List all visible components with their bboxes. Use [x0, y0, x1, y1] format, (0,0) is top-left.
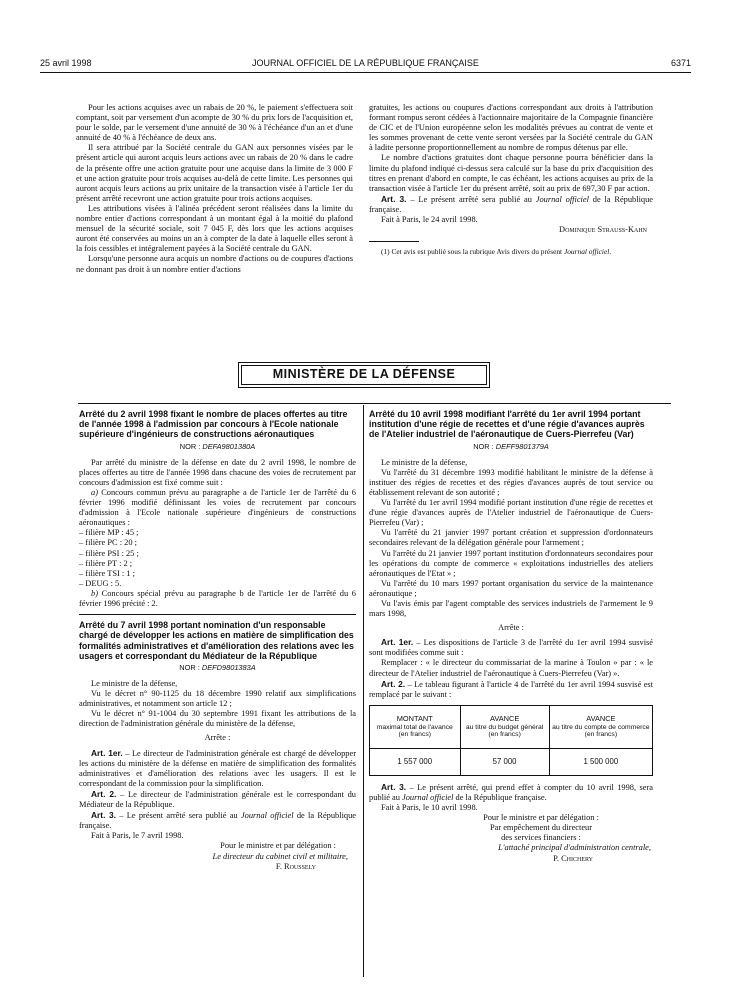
paragraph: Vu l'arrêté du 21 janvier 1997 portant création et suppression d'ordonnateurs secondaires relevant de la délégation générale pour l'armement ;	[369, 528, 653, 548]
delegation-line: Pour le ministre et par délégation :	[483, 813, 599, 823]
paragraph: Le ministre de la défense,	[381, 457, 468, 467]
article-1: Art. 1er. – Les dispositions de l'article 3 de l'arrêté du 1er avril 1994 susvisé sont modifiées comme suit :	[369, 637, 653, 658]
article-3: Art. 3. – Le présent arrêté sera publié au Journal officiel de la République française.	[369, 193, 653, 214]
header-rule	[40, 72, 691, 73]
advance-table	[369, 705, 653, 776]
table-header-cell: MONTANT maximal total de l'avance (en francs)	[370, 705, 461, 748]
ministry-heading-box	[238, 362, 490, 388]
signatory-role: Le directeur du cabinet civil et militaire,	[212, 851, 348, 861]
signature: F. Roussely	[275, 861, 316, 871]
paragraph: Vu l'arrêté du 1er avril 1994 modifié portant institution d'une régie de recettes et d'une régie d'avances auprès de l'Atelier industriel de l'aéronautique de Cuers-Pierrefeu (Var) ;	[369, 498, 653, 528]
list-item: – filière PT : 2 ;	[79, 558, 133, 568]
table-cell: 1 500 000	[549, 748, 652, 775]
table-cell: 57 000	[460, 748, 549, 775]
delegation-line: des services financiers :	[501, 833, 581, 843]
table-header-cell: AVANCE au titre du budget général (en francs)	[460, 705, 549, 748]
decree-title: Arrêté du 10 avril 1998 modifiant l'arrêté du 1er avril 1994 portant institution d'une régie de recettes et d'une régie d'avances auprès de l'Atelier industriel de l'aéronautique de Cuers-Pierrefeu (Var)	[369, 409, 645, 440]
paragraph: Vu l'arrêté du 21 janvier 1997 portant institution d'ordonnateurs secondaires pour les opérations du compte de commerce « exploitations industrielles des ateliers aéronautiques de l'Etat » ;	[369, 548, 653, 578]
signature: Dominique Strauss-Kahn	[559, 225, 647, 235]
paragraph: Vu l'arrêté du 10 mars 1997 portant organisation du service de la maintenance aéronautique ;	[369, 578, 653, 598]
date-line: Fait à Paris, le 7 avril 1998.	[91, 831, 184, 841]
date-line: Fait à Paris, le 10 avril 1998.	[381, 803, 478, 813]
delegation-line: Pour le ministre et par délégation :	[220, 841, 336, 851]
paragraph: Il sera attribué par la Société centrale du GAN aux personnes visées par le présent article qui auront acquis leurs actions avec un rabais de 20 % dans le cadre de la présente offre une action gratuite pour une acquise dans la limite de 3 000 F et une action gratuite pour trois acquises au-delà de cette limite. Les personnes qui auront acquis leurs actions au prix unitaire de la transaction visée à l'article 1er du présent arrêté recevront une action gratuite pour trois actions acquises.	[76, 143, 353, 203]
table-header-cell: AVANCE au titre du compte de commerce (en francs)	[549, 705, 652, 748]
header-page-number: 6371	[670, 58, 691, 68]
list-item: – filière PC : 20 ;	[79, 538, 137, 548]
nor-reference: NOR : DEFF9801379A	[473, 441, 549, 451]
decree-separator	[79, 614, 356, 615]
date-line: Fait à Paris, le 24 avril 1998.	[381, 215, 478, 225]
paragraph: Lorsqu'une personne aura acquis un nombre d'actions ou de coupures d'actions ne donnant pas droit à un nombre entier d'actions	[76, 254, 353, 274]
paragraph: a) Concours commun prévu au paragraphe a de l'article 1er de l'arrêté du 6 février 1996 modifié définissant les voies de recrutement par concours d'admission à l'Ecole nationale supérieure d'ingénieurs de constructions aéronautiques :	[79, 487, 356, 528]
delegation-line: Par empêchement du directeur	[489, 823, 593, 833]
bottom-left-column	[79, 409, 356, 872]
paragraph: gratuites, les actions ou coupures d'actions correspondant aux droits à l'attribution formant rompus seront cédées à l'actionnaire majoritaire de la Compagnie financière de CIC et de l'Union européenne selon les modalités prévues au contrat de vente et les sommes provenant de cette vente seront versées par la Société centrale du GAN à ladite personne proportionnellement au nombre de rompus détenus par elle.	[369, 103, 653, 153]
paragraph: b) Concours spécial prévu au paragraphe b de l'article 1er de l'arrêté du 6 février 1996 précité : 2.	[79, 588, 356, 609]
nor-reference: NOR : DEFD9801383A	[179, 662, 256, 672]
article-1: Art. 1er. – Le directeur de l'administration générale est chargé de développer les actions du ministère de la défense en matière de simplification des formalités administratives et d'amélioration des relations avec les usagers. Il est le correspondant de la commission pour la simplification.	[79, 747, 356, 788]
paragraph: Le ministre de la défense,	[91, 679, 178, 689]
section-separator	[78, 403, 671, 404]
bottom-right-column	[369, 409, 653, 864]
list-item: – DEUG : 5.	[79, 578, 122, 588]
decree-title: Arrêté du 2 avril 1998 fixant le nombre de places offertes au titre de l'année 1998 à l'admission par concours à l'Ecole nationale supérieure d'ingénieurs de constructions aéronautiques	[79, 409, 348, 440]
column-separator	[363, 405, 364, 977]
article-3: Art. 3. – Le présent arrêté, qui prend effet à compter du 10 avril 1998, sera publié au Journal officiel de la République française.	[369, 781, 653, 802]
article-2: Art. 2. – Le tableau figurant à l'article 4 de l'arrêté du 1er avril 1994 susvisé est remplacé par le suivant :	[369, 678, 653, 699]
header-date: 25 avril 1998	[40, 58, 92, 68]
decree-title: Arrêté du 7 avril 1998 portant nomination d'un responsable chargé de développer les actions en matière de simplification des formalités administratives et d'amélioration des relations avec les usagers et correspondant du Médiateur de la République	[79, 620, 354, 661]
page-header	[40, 58, 691, 72]
paragraph: Pour les actions acquises avec un rabais de 20 %, le paiement s'effectuera soit comptant, soit par versement d'un acompte de 30 % du prix lors de l'acquisition et, pour le solde, par le versement d'une annuité de 30 % à l'échéance d'un an et d'une annuité de 40 % à l'échéance de deux ans.	[76, 103, 353, 143]
footnote: (1) Cet avis est publié sous la rubrique Avis divers du présent Journal officiel.	[381, 247, 612, 257]
list-item: – filière TSI : 1 ;	[79, 568, 135, 578]
top-right-column	[369, 103, 653, 256]
table-cell: 1 557 000	[370, 748, 461, 775]
nor-reference: NOR : DEFA9801380A	[179, 441, 256, 451]
paragraph: Remplacer : « le directeur du commissariat de la marine à Toulon » par : « le directeur de l'Atelier industriel de l'aéronautique à Cuers-Pierrefeu (Var) ».	[369, 658, 653, 678]
paragraph: Vu le décret n° 90-1125 du 18 décembre 1990 relatif aux simplifications administratives, et notamment son article 12 ;	[79, 689, 356, 709]
paragraph: Les attributions visées à l'alinéa précédent seront réalisées dans la limite du nombre entier d'actions correspondant à un montant égal à la moitié du plafond mensuel de la sécurité sociale, soit 7 045 F, dès lors que les actions acquises auront été conservées au moins un an à compter de la date à laquelle elles seront à la fois cessibles et intégralement payées à la Société centrale du GAN.	[76, 203, 353, 254]
arrete-heading: Arrête :	[204, 733, 231, 743]
paragraph: Vu le décret n° 91-1004 du 30 septembre 1991 fixant les attributions de la direction de l'administration générale du ministère de la défense,	[79, 709, 356, 729]
header-journal-title: JOURNAL OFFICIEL DE LA RÉPUBLIQUE FRANÇAISE	[252, 58, 479, 68]
arrete-heading: Arrête :	[498, 623, 524, 633]
top-left-column	[76, 103, 353, 275]
paragraph: Le nombre d'actions gratuites dont chaque personne pourra bénéficier dans la limite du plafond indiqué ci-dessus sera calculé sur la base du prix d'acquisition des titres en prenant d'abord en compte, le cas échéant, les actions acquises au prix de la transaction visée à l'article 1er du présent arrêté, soit au prix de 697,30 F par action.	[369, 153, 653, 193]
table-row	[370, 748, 653, 775]
signature: P. Chichery	[553, 853, 593, 863]
article-3: Art. 3. – Le présent arrêté sera publié au Journal officiel de la République française.	[79, 810, 356, 831]
ministry-heading: MINISTÈRE DE LA DÉFENSE	[241, 365, 487, 385]
footnote-rule	[369, 241, 419, 242]
table-header-row	[370, 705, 653, 748]
paragraph: Vu l'avis émis par l'agent comptable des services industriels de l'armement le 9 mars 1998,	[369, 599, 653, 619]
signatory-role: L'attaché principal d'administration centrale,	[498, 843, 651, 853]
paragraph: Par arrêté du ministre de la défense en date du 2 avril 1998, le nombre de places offertes au titre de l'année 1998 dans chacune des voies de recrutement par concours d'admission est fixé comme suit :	[79, 457, 356, 487]
list-item: – filière PSI : 25 ;	[79, 548, 139, 558]
article-2: Art. 2. – Le directeur de l'administration générale est le correspondant du Médiateur de la République.	[79, 788, 356, 810]
list-item: – filière MP : 45 ;	[79, 528, 139, 538]
paragraph: Vu l'arrêté du 31 décembre 1993 modifié habilitant le ministre de la défense à instituer des régies de recettes et des régies d'avances auprès de tout service ou établissement relevant de son autorité ;	[369, 467, 653, 497]
